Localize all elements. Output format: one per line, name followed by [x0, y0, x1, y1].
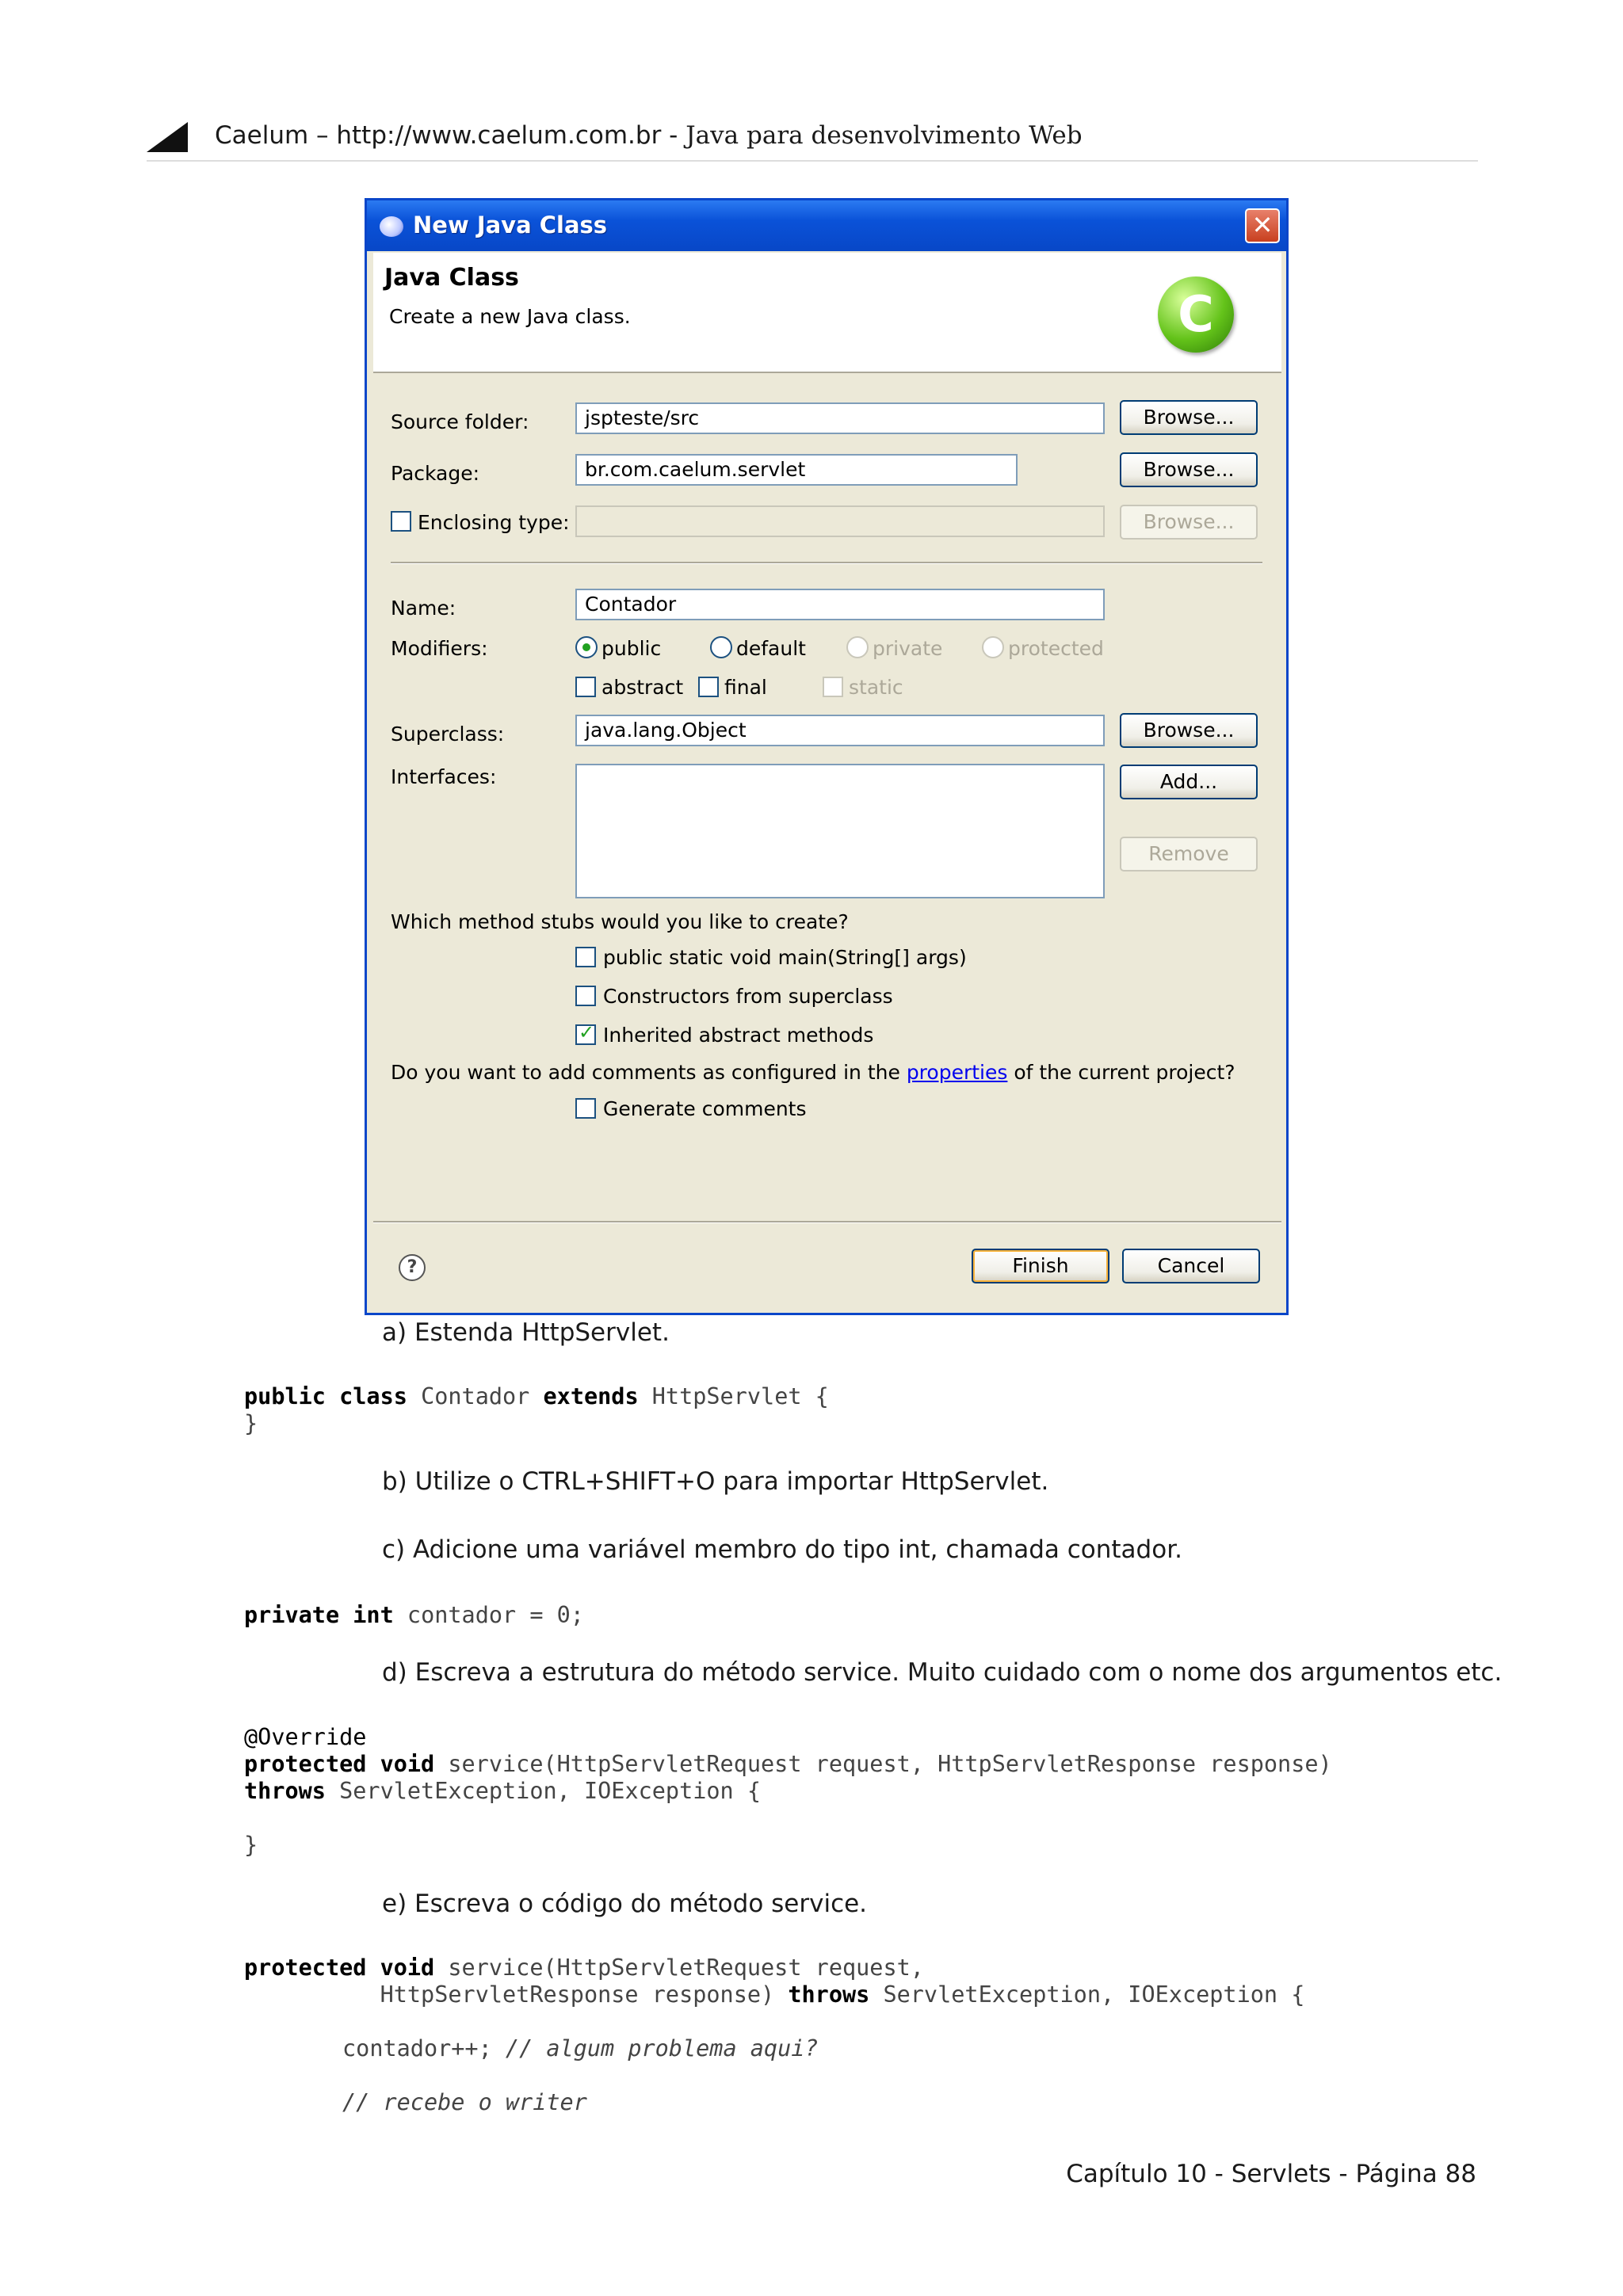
page-footer: Capítulo 10 - Servlets - Página 88: [1066, 2160, 1476, 2188]
code-text: contador++;: [342, 2035, 506, 2061]
eclipse-icon: [380, 216, 403, 237]
code-line: [244, 1778, 761, 1805]
separator: [391, 562, 1262, 564]
cancel-button[interactable]: Cancel: [1122, 1249, 1260, 1283]
code-text: Contador: [407, 1383, 544, 1409]
remove-interface-button[interactable]: Remove: [1120, 837, 1258, 871]
code-line: @Override: [244, 1724, 367, 1750]
enclosing-type-checkbox[interactable]: [391, 511, 411, 532]
modifier-public-radio[interactable]: [575, 636, 598, 658]
step-e: e) Escreva o código do método service.: [382, 1890, 868, 1918]
modifier-abstract-label: abstract: [601, 676, 684, 699]
code-line: }: [244, 1410, 258, 1436]
modifier-private-label: private: [873, 637, 943, 660]
dialog-title: New Java Class: [413, 212, 608, 238]
code-line: [244, 1955, 924, 1981]
interfaces-label: Interfaces:: [391, 765, 497, 788]
enclosing-type-label: Enclosing type:: [418, 511, 570, 534]
step-b: b) Utilize o CTRL+SHIFT+O para importar HttpServlet.: [382, 1467, 1049, 1496]
stub-constructors-checkbox[interactable]: [575, 986, 596, 1006]
modifier-static-label: static: [849, 676, 903, 699]
modifier-abstract-checkbox[interactable]: [575, 677, 596, 697]
code-text: contador = 0;: [393, 1602, 584, 1628]
comments-question: [391, 1061, 1235, 1084]
code-line: [342, 2035, 819, 2062]
code-comment: // recebe o writer: [342, 2089, 587, 2115]
modifier-final-label: final: [724, 676, 767, 699]
code-text: service(HttpServletRequest request,: [434, 1955, 924, 1981]
footer-separator: [373, 1221, 1281, 1223]
code-text: ServletException, IOException {: [869, 1981, 1305, 2008]
header-book-title: Java para desenvolvimento Web: [685, 121, 1083, 150]
browse-package-button[interactable]: Browse...: [1120, 452, 1258, 487]
interfaces-list[interactable]: [575, 764, 1105, 898]
new-java-class-dialog: [365, 198, 1289, 1315]
code-line: [244, 1981, 1304, 2008]
comments-question-text: Do you want to add comments as configured in the: [391, 1061, 907, 1084]
step-a: a) Estenda HttpServlet.: [382, 1318, 670, 1347]
code-keyword: extends: [543, 1383, 639, 1409]
modifier-final-checkbox[interactable]: [698, 677, 719, 697]
code-keyword: throws: [244, 1778, 326, 1804]
modifier-static-checkbox[interactable]: [823, 677, 843, 697]
add-interface-button[interactable]: Add...: [1120, 765, 1258, 799]
package-input[interactable]: br.com.caelum.servlet: [575, 454, 1018, 486]
dialog-title-bar: [367, 200, 1286, 251]
code-line: }: [244, 1832, 258, 1858]
code-keyword: protected void: [244, 1955, 435, 1981]
stub-main-checkbox[interactable]: [575, 947, 596, 967]
dialog-banner: [373, 253, 1281, 373]
source-folder-label: Source folder:: [391, 410, 529, 433]
stub-constructors-label: Constructors from superclass: [603, 985, 893, 1008]
finish-button[interactable]: Finish: [972, 1249, 1109, 1283]
generate-comments-label: Generate comments: [603, 1097, 807, 1120]
code-text: HttpServlet {: [638, 1383, 829, 1409]
header-text: [215, 119, 1083, 152]
close-icon[interactable]: ✕: [1245, 208, 1280, 243]
code-text: ServletException, IOException {: [325, 1778, 762, 1804]
modifier-protected-radio[interactable]: [982, 636, 1004, 658]
browse-superclass-button[interactable]: Browse...: [1120, 713, 1258, 748]
code-keyword: throws: [788, 1981, 870, 2008]
help-icon[interactable]: ?: [399, 1254, 426, 1281]
stub-main-label: public static void main(String[] args): [603, 946, 967, 969]
code-text: service(HttpServletRequest request, HttpServletResponse response): [434, 1751, 1332, 1777]
stub-inherited-checkbox[interactable]: [575, 1024, 596, 1045]
step-d: d) Escreva a estrutura do método service. Muito cuidado com o nome dos argumentos etc.: [382, 1658, 1503, 1687]
generate-comments-checkbox[interactable]: [575, 1098, 596, 1119]
superclass-input[interactable]: java.lang.Object: [575, 715, 1105, 746]
code-comment: // algum problema aqui?: [505, 2035, 819, 2061]
code-line: [244, 1383, 829, 1410]
method-stubs-question: Which method stubs would you like to create?: [391, 910, 849, 933]
stub-inherited-label: Inherited abstract methods: [603, 1024, 874, 1047]
modifier-public-label: public: [601, 637, 662, 660]
code-line: [244, 1751, 1332, 1778]
package-label: Package:: [391, 462, 480, 485]
code-keyword: protected void: [244, 1751, 435, 1777]
name-label: Name:: [391, 597, 456, 620]
modifier-private-radio[interactable]: [846, 636, 869, 658]
enclosing-type-input[interactable]: [575, 505, 1105, 537]
page-header: [147, 119, 1478, 162]
superclass-label: Superclass:: [391, 723, 505, 746]
source-folder-input[interactable]: jspteste/src: [575, 402, 1105, 434]
browse-source-folder-button[interactable]: Browse...: [1120, 400, 1258, 435]
code-keyword: private int: [244, 1602, 394, 1628]
modifier-default-radio[interactable]: [710, 636, 732, 658]
comments-question-tail: of the current project?: [1007, 1061, 1235, 1084]
banner-title: Java Class: [384, 264, 519, 292]
modifiers-label: Modifiers:: [391, 637, 488, 660]
code-line: [244, 1602, 584, 1629]
step-c: c) Adicione uma variável membro do tipo int, chamada contador.: [382, 1535, 1182, 1564]
java-class-icon: C: [1158, 277, 1234, 353]
banner-subtitle: Create a new Java class.: [389, 305, 631, 328]
browse-enclosing-type-button[interactable]: Browse...: [1120, 505, 1258, 540]
class-name-input[interactable]: Contador: [575, 589, 1105, 620]
modifier-default-label: default: [736, 637, 806, 660]
modifier-protected-label: protected: [1008, 637, 1104, 660]
header-site: Caelum – http://www.caelum.com.br -: [215, 121, 686, 150]
caelum-logo: [147, 122, 188, 152]
code-keyword: public class: [244, 1383, 407, 1409]
code-text: HttpServletResponse response): [244, 1981, 789, 2008]
properties-link[interactable]: properties: [906, 1061, 1008, 1084]
code-line: [342, 2089, 587, 2116]
